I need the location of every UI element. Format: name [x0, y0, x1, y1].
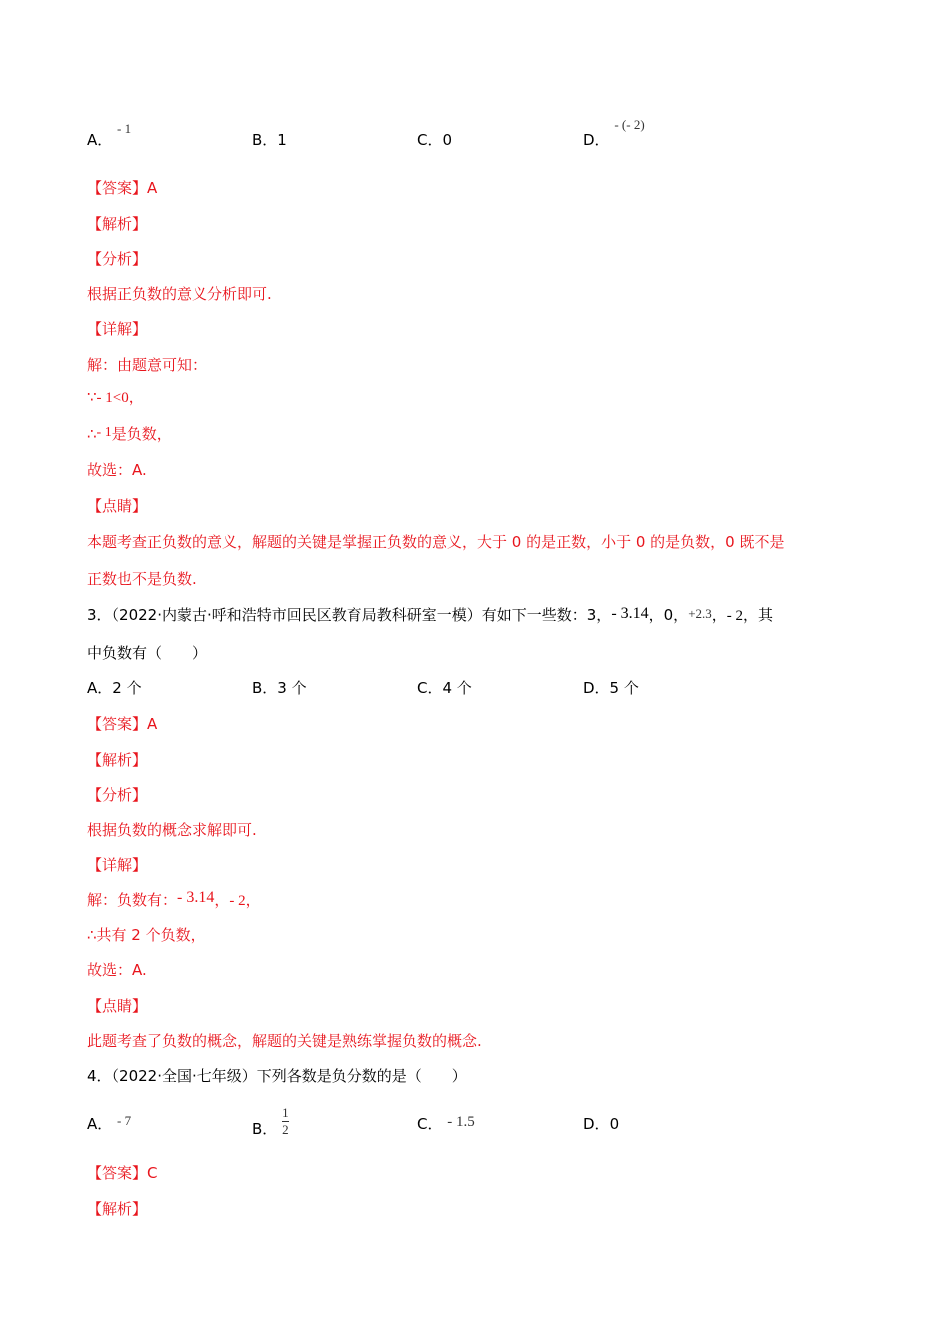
option-c: C．4 个 [417, 679, 472, 697]
option-label: C． [417, 1115, 443, 1133]
inline-math: - 3.14 [177, 889, 215, 906]
option-b [252, 130, 287, 150]
comment-text: 本题考查正负数的意义，解题的关键是掌握正负数的意义，大于 0 的是正数，小于 0 的是负数，0 既不是 [87, 533, 785, 551]
option-math: - (- 2) [614, 117, 645, 132]
question-stem: 中负数有（ ） [87, 644, 208, 662]
comment-heading: 【点睛】 [87, 497, 148, 515]
option-label: A． [87, 131, 113, 149]
option-label: D． [583, 1115, 610, 1133]
fenxi-heading: 【分析】 [87, 250, 148, 268]
comment-text: 正数也不是负数. [87, 570, 197, 588]
option-label: B． [252, 1120, 278, 1138]
option-math: - 1 [117, 121, 132, 136]
option-label: B． [252, 131, 278, 149]
analysis-heading: 【解析】 [87, 751, 148, 769]
option-label: D． [583, 131, 610, 149]
question-stem [87, 605, 773, 626]
option-label: A． [87, 1115, 113, 1133]
therefore-symbol: ∵ [87, 388, 97, 406]
option-math: - 1.5 [447, 1114, 475, 1130]
detail-heading: 【详解】 [87, 856, 148, 874]
detail-heading: 【详解】 [87, 320, 148, 338]
option-d [583, 1114, 619, 1134]
comment-heading: 【点睛】 [87, 997, 148, 1015]
stem-text: ，其 [743, 606, 774, 624]
analysis-heading: 【解析】 [87, 215, 148, 233]
stem-text: ，0， [648, 606, 689, 624]
option-a: A．2 个 [87, 679, 142, 697]
answer-line: 【答案】A [87, 179, 158, 197]
option-d: D．5 个 [583, 679, 639, 697]
analysis-heading: 【解析】 [87, 1200, 148, 1218]
detail-line: ∴共有 2 个负数， [87, 926, 206, 944]
question-stem: 4．（2022·全国·七年级）下列各数是负分数的是（ ） [87, 1067, 467, 1085]
option-b [252, 1105, 289, 1145]
option-value: 0 [609, 1115, 620, 1133]
comment-text: 此题考查了负数的概念，解题的关键是熟练掌握负数的概念. [87, 1032, 482, 1050]
punctuation: ， [214, 891, 230, 909]
fraction-numerator: 1 [282, 1105, 289, 1120]
fenxi-text: 根据正负数的意义分析即可. [87, 285, 272, 303]
fenxi-heading: 【分析】 [87, 786, 148, 804]
inline-math: - 2 [726, 608, 744, 624]
fenxi-text: 根据负数的概念求解即可. [87, 821, 257, 839]
option-math: - 7 [117, 1113, 132, 1128]
inline-math: +2.3 [688, 606, 712, 621]
fraction-denominator: 2 [282, 1122, 289, 1137]
inline-math: - 2 [229, 893, 246, 909]
option-value: 0 [442, 131, 453, 149]
punctuation: ， [245, 891, 261, 909]
answer-line: 【答案】C [87, 1164, 158, 1182]
fraction [282, 1106, 289, 1137]
inline-math: - 3.14 [611, 605, 649, 622]
option-b: B．3 个 [252, 679, 307, 697]
option-a [87, 121, 132, 151]
detail-line: 解：由题意可知： [87, 356, 208, 374]
option-a [87, 1114, 131, 1135]
option-c [417, 1114, 475, 1135]
detail-line [87, 890, 261, 911]
detail-line: 故选：A. [87, 461, 147, 479]
option-c [417, 130, 452, 150]
inline-math: - 1<0 [96, 390, 129, 406]
detail-text: 是负数， [111, 425, 172, 443]
stem-text: 3．（2022·内蒙古·呼和浩特市回民区教育局教科研室一模）有如下一些数：3， [87, 606, 612, 624]
detail-line: 故选：A. [87, 961, 147, 979]
option-d [583, 117, 645, 151]
detail-text: 解：负数有： [87, 891, 178, 909]
stem-text: ， [711, 606, 727, 624]
therefore-symbol: ∴ [87, 425, 97, 443]
option-value: 1 [277, 131, 287, 149]
inline-math: - 1 [96, 425, 112, 440]
detail-line [87, 387, 144, 408]
punctuation: ， [128, 388, 144, 406]
option-label: C． [417, 131, 443, 149]
detail-line [87, 424, 172, 446]
answer-line: 【答案】A [87, 715, 158, 733]
